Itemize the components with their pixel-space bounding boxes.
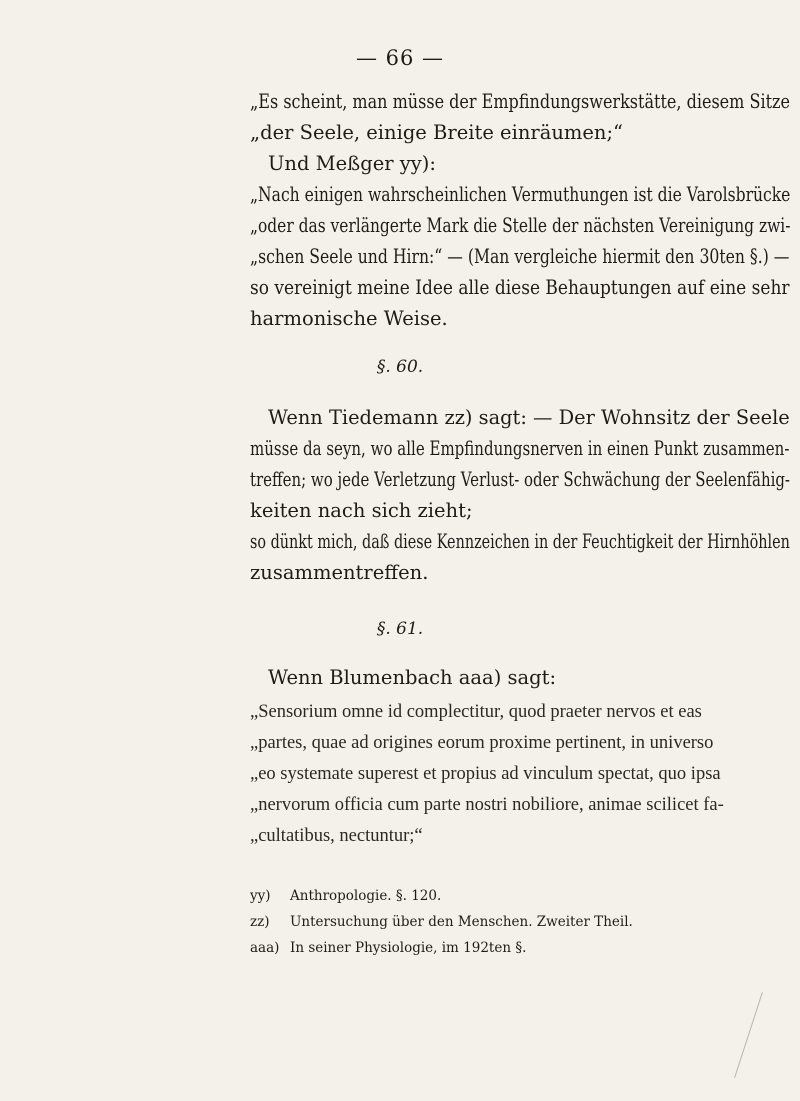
text-line: Wenn Blumenbach aaa) sagt: (268, 666, 557, 689)
footnote-text: In seiner Physiologie, im 192ten §. (290, 940, 527, 956)
text-line: so dünkt mich, daß diese Kennzeichen in der Feuchtigkeit der Hirnhöhlen (250, 530, 790, 553)
latin-quote-line: „cultatibus, nectuntur;“ (250, 826, 423, 846)
text-line: „Es scheint, man müsse der Empfindungswerkstätte, diesem Sitze (250, 90, 790, 113)
section-heading: §. 61. (376, 619, 424, 639)
footnote (250, 940, 526, 956)
text-line: harmonische Weise. (250, 307, 448, 330)
latin-quote-line: „nervorum officia cum parte nostri nobiliore, animae scilicet fa- (250, 795, 724, 815)
text-line: „oder das verlängerte Mark die Stelle der nächsten Vereinigung zwi- (250, 214, 791, 237)
latin-quote-line: „Sensorium omne id complectitur, quod praeter nervos et eas (250, 702, 702, 722)
footnote (250, 888, 441, 904)
text-line: keiten nach sich zieht; (250, 499, 473, 522)
text-line: Und Meßger yy): (268, 152, 436, 175)
text-line: „schen Seele und Hirn:“ — (Man vergleiche hiermit den 30ten §.) — (250, 245, 790, 268)
text-line: Wenn Tiedemann zz) sagt: — Der Wohnsitz der Seele (268, 406, 790, 429)
page-edge-mark (734, 992, 763, 1078)
text-line: treffen; wo jede Verletzung Verlust- oder Schwächung der Seelenfähig- (250, 468, 790, 491)
text-line: „Nach einigen wahrscheinlichen Vermuthungen ist die Varolsbrücke (250, 183, 791, 206)
footnote-text: Untersuchung über den Menschen. Zweiter Theil. (290, 914, 633, 930)
text-line: „der Seele, einige Breite einräumen;“ (250, 121, 624, 144)
footnote-label: yy) (250, 888, 271, 904)
latin-quote-line: „eo systemate superest et propius ad vinculum spectat, quo ipsa (250, 764, 721, 784)
text-line: müsse da seyn, wo alle Empfindungsnerven in einen Punkt zusammen- (250, 437, 790, 460)
latin-quote-line: „partes, quae ad origines eorum proxime pertinent, in universo (250, 733, 714, 753)
text-line: zusammentreffen. (250, 561, 429, 584)
section-heading: §. 60. (376, 357, 424, 377)
text-line: so vereinigt meine Idee alle diese Behauptungen auf eine sehr (250, 276, 790, 299)
footnote-label: zz) (250, 914, 270, 930)
footnote-text: Anthropologie. §. 120. (290, 888, 442, 904)
footnote (250, 914, 633, 930)
footnote-label: aaa) (250, 940, 280, 956)
page-number: — 66 — (355, 46, 445, 70)
